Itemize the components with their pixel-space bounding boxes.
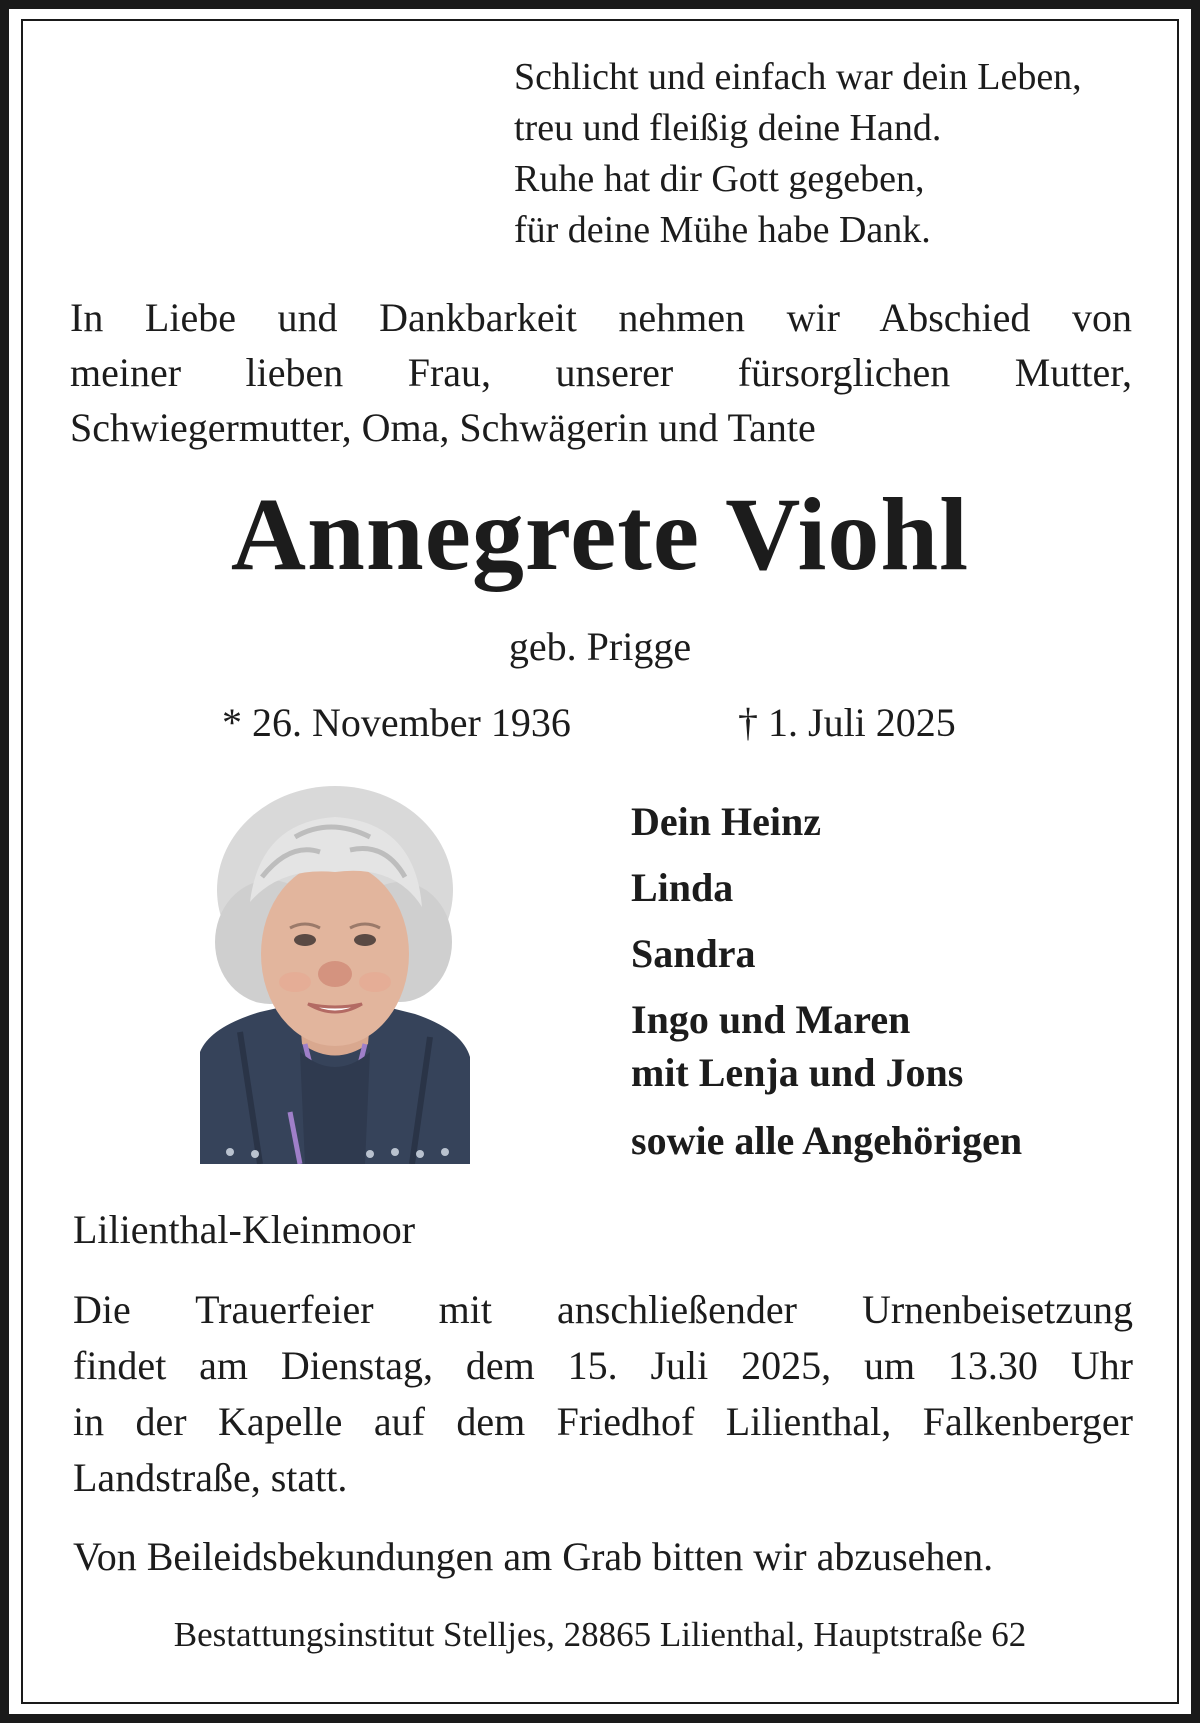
farewell-intro (70, 290, 1132, 455)
place-of-residence: Lilienthal-Kleinmoor (73, 1207, 416, 1252)
ceremony-line: in der Kapelle auf dem Friedhof Lilienthal, Falkenberger (73, 1399, 1133, 1444)
poem-line: Schlicht und einfach war dein Leben, (514, 56, 1082, 98)
poem-line: treu und fleißig deine Hand. (514, 107, 942, 149)
family-member: Linda (631, 865, 734, 910)
ceremony-line: Landstraße, statt. (73, 1455, 348, 1500)
poem-line: Ruhe hat dir Gott gegeben, (514, 158, 925, 200)
birth-date: * 26. November 1936 (222, 700, 571, 745)
deceased-name: Annegrete Viohl (230, 477, 970, 592)
ceremony-line: Die Trauerfeier mit anschließender Urnenbeisetzung (73, 1287, 1133, 1332)
poem-line: für deine Mühe habe Dank. (514, 209, 931, 251)
intro-line: meiner lieben Frau, unserer fürsorglichen Mutter, (70, 350, 1132, 395)
intro-line: Schwiegermutter, Oma, Schwägerin und Tante (70, 405, 816, 450)
family-member: Dein Heinz (631, 799, 821, 844)
funeral-ceremony-notice (73, 1282, 1133, 1506)
ceremony-line: findet am Dienstag, dem 15. Juli 2025, um 13.30 Uhr (73, 1343, 1133, 1388)
family-member: Ingo und Maren (631, 997, 911, 1042)
funeral-home-info: Bestattungsinstitut Stelljes, 28865 Lilienthal, Hauptstraße 62 (173, 1615, 1027, 1654)
family-member: sowie alle Angehörigen (631, 1118, 1023, 1163)
maiden-name: geb. Prigge (508, 624, 692, 669)
memorial-poem (514, 52, 1154, 256)
family-member: mit Lenja und Jons (631, 1050, 964, 1095)
family-member: Sandra (631, 931, 756, 976)
death-date: † 1. Juli 2025 (738, 700, 956, 745)
condolence-note: Von Beileidsbekundungen am Grab bitten wir abzusehen. (73, 1534, 994, 1579)
portrait-photo (200, 782, 470, 1164)
intro-line: In Liebe und Dankbarkeit nehmen wir Abschied von (70, 295, 1132, 340)
